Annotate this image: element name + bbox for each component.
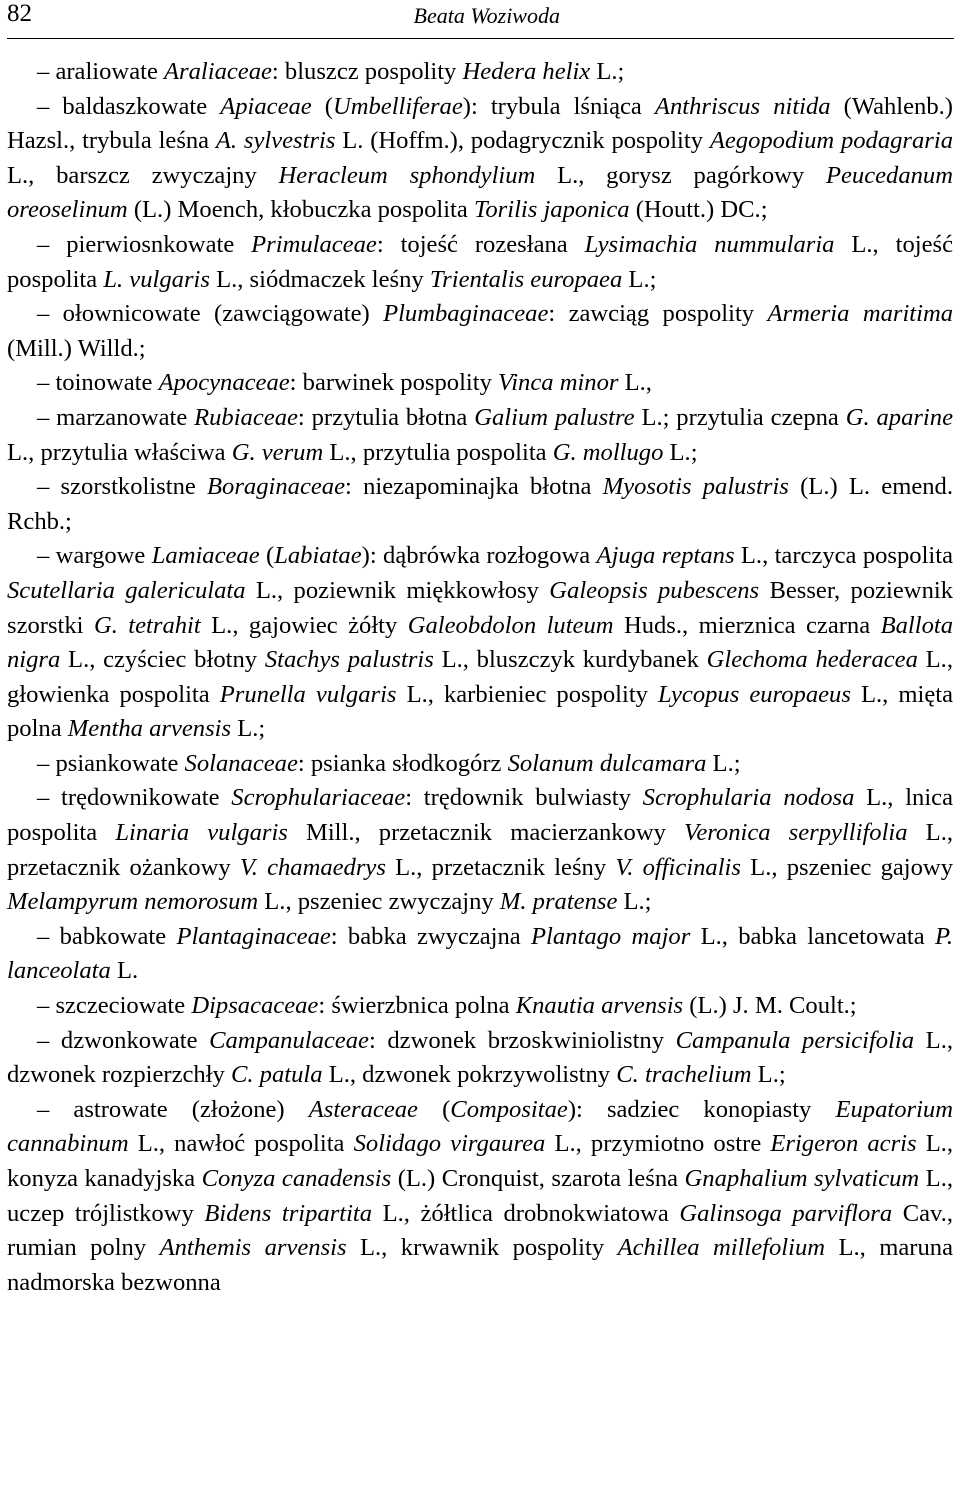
entry-text: : psianka słodkogórz	[297, 749, 508, 777]
latin-name: Campanulaceae	[209, 1026, 369, 1054]
latin-name: M. pratense	[499, 888, 618, 916]
latin-name: Mentha arvensis	[67, 715, 232, 743]
entry-text: : przytulia błotna	[297, 403, 475, 431]
latin-name: Bidens tripartita	[204, 1199, 373, 1227]
latin-name: Galium palustre	[474, 403, 635, 431]
entry-text: (	[311, 92, 333, 120]
entry-text: : zawciąg pospolity	[548, 300, 768, 328]
latin-name: Apocynaceae	[158, 369, 290, 397]
latin-name: Stachys palustris	[264, 646, 434, 674]
family-entry	[7, 366, 953, 401]
latin-name: Achillea millefolium	[617, 1234, 826, 1262]
latin-name: Boraginaceae	[207, 473, 345, 501]
entry-text: (Houtt.) DC.;	[629, 196, 768, 224]
latin-name: Scrophularia nodosa	[642, 784, 855, 812]
entry-text: (Mill.) Willd.;	[7, 334, 146, 362]
entry-text: L., barszcz zwyczajny	[7, 161, 279, 189]
latin-name: Plantaginaceae	[176, 922, 331, 950]
latin-name: A. sylvestris	[215, 127, 336, 155]
entry-text: L., lnica pospolita	[7, 784, 954, 847]
entry-text: – baldaszkowate	[37, 92, 221, 120]
entry-text: L., tojeść pospolita	[7, 230, 953, 293]
latin-name: G. verum	[231, 438, 324, 466]
entry-text: L., dzwonek pokrzywolistny	[322, 1061, 617, 1089]
latin-name: Galeobdolon luteum	[407, 611, 614, 639]
latin-name: Dipsacaceae	[191, 992, 319, 1020]
latin-name: V. officinalis	[615, 853, 741, 881]
latin-name: Ballota nigra	[7, 611, 953, 674]
latin-name: Aegopodium podagraria	[709, 127, 953, 155]
entry-text: L.;	[617, 888, 652, 916]
latin-name: Veronica serpyllifolia	[684, 819, 908, 847]
latin-name: L. vulgaris	[103, 265, 210, 293]
entry-text: : babka zwyczajna	[330, 922, 532, 950]
latin-name: Hedera helix	[462, 58, 591, 85]
latin-name: Knautia arvensis	[515, 992, 684, 1020]
latin-name: Anthemis arvensis	[159, 1234, 347, 1262]
latin-name: V. chamaedrys	[239, 853, 386, 881]
latin-name: Lycopus europaeus	[658, 680, 851, 708]
entry-text: L. (Hoffm.), podagrycznik pospolity	[335, 127, 710, 155]
entry-text: L.;	[231, 715, 266, 743]
latin-name: Solidago virgaurea	[353, 1130, 546, 1158]
entry-text: L., gorysz pagórkowy	[535, 161, 826, 189]
entry-text: L.; przytulia czepna	[634, 403, 846, 431]
latin-name: C. patula	[230, 1061, 323, 1089]
entry-text: L.;	[622, 265, 657, 293]
latin-name: Prunella vulgaris	[219, 680, 397, 708]
entry-text: L.;	[663, 438, 698, 466]
entry-text: – toinowate	[37, 369, 159, 397]
latin-name: Ajuga reptans	[596, 542, 735, 570]
family-entry	[7, 1024, 953, 1093]
latin-name: Plumbaginaceae	[383, 300, 549, 328]
entry-text: L., nawłoć pospolita	[128, 1130, 354, 1158]
latin-name: Lysimachia nummularia	[584, 230, 835, 258]
entry-text: Mill., przetacznik macierzankowy	[287, 819, 685, 847]
entry-text: L., przytulia właściwa	[7, 438, 232, 466]
latin-name: Umbelliferae	[332, 92, 463, 120]
latin-name: Linaria vulgaris	[115, 819, 288, 847]
entry-text: L.;	[706, 749, 741, 777]
latin-name: Eupatorium cannabinum	[7, 1095, 953, 1158]
latin-name: Araliaceae	[164, 58, 272, 85]
family-entry	[7, 539, 953, 747]
latin-name: C. trachelium	[616, 1061, 752, 1089]
entry-text: L., maruna nadmorska bezwonna	[7, 1234, 953, 1296]
entry-text: ): trybula lśniąca	[462, 92, 655, 120]
latin-name: Primulaceae	[251, 230, 377, 258]
family-entry	[7, 920, 953, 989]
page-header	[7, 0, 954, 39]
entry-text: – pierwiosnkowate	[37, 230, 252, 258]
latin-name: Erigeron acris	[770, 1130, 917, 1158]
entry-text: L., głowienka pospolita	[7, 646, 953, 708]
latin-name: Lamiaceae	[151, 542, 260, 570]
family-entry	[7, 470, 953, 539]
entry-text: L., przytulia pospolita	[323, 438, 553, 466]
entry-text: (	[259, 542, 275, 570]
family-entry	[7, 90, 953, 228]
entry-text: L.,	[618, 369, 652, 397]
entry-text: – psiankowate	[37, 749, 185, 777]
latin-name: Solanaceae	[184, 749, 298, 777]
page-number: 82	[7, 0, 32, 27]
latin-name: Scrophulariaceae	[231, 784, 406, 812]
latin-name: Vinca minor	[498, 369, 619, 397]
entry-text: (L.) Cronquist, szarota leśna	[391, 1165, 685, 1192]
entry-text: L., bluszczyk kurdybanek	[433, 646, 707, 674]
family-entry	[7, 1093, 953, 1301]
entry-text: L., żółtlica drobnokwiatowa	[372, 1199, 680, 1227]
entry-text: – szorstkolistne	[37, 473, 208, 501]
latin-name: Campanula persicifolia	[675, 1026, 915, 1054]
latin-name: Melampyrum nemorosum	[7, 888, 259, 916]
latin-name: Solanum dulcamara	[507, 749, 707, 777]
entry-text: L., krwawnik pospolity	[346, 1234, 618, 1262]
latin-name: G. tetrahit	[93, 611, 201, 639]
entry-text: L., tarczyca pospolita	[734, 542, 954, 570]
entry-text: Besser, poziewnik szorstki	[7, 576, 953, 639]
family-entry	[7, 55, 953, 90]
entry-text: L., babka lancetowata	[690, 922, 935, 950]
family-entry	[7, 228, 953, 297]
entry-text: (Wahlenb.) Hazsl., trybula leśna	[7, 92, 953, 155]
family-entry	[7, 781, 953, 919]
latin-name: Peucedanum oreoselinum	[7, 161, 953, 224]
entry-text: L., mięta polna	[7, 680, 953, 743]
entry-text: L.	[110, 957, 139, 985]
latin-name: Scutellaria galericulata	[7, 576, 246, 604]
entry-text: (L.) J. M. Coult.;	[683, 992, 857, 1020]
entry-text: : dzwonek brzoskwiniolistny	[368, 1026, 676, 1054]
family-entry	[7, 297, 953, 366]
latin-name: Galeopsis pubescens	[549, 576, 760, 604]
entry-text: L., konyza kanadyjska	[7, 1130, 954, 1192]
entry-text: L., siódmaczek leśny	[209, 265, 430, 293]
entry-text: – trędownikowate	[37, 784, 232, 812]
latin-name: Armeria maritima	[767, 300, 954, 328]
entry-text: – szczeciowate	[37, 992, 192, 1020]
latin-name: Gnaphalium sylvaticum	[684, 1165, 920, 1192]
entry-text: L., dzwonek rozpierzchły	[7, 1026, 953, 1089]
family-entry	[7, 401, 953, 470]
entry-text: L., przetacznik ożankowy	[7, 819, 953, 881]
entry-text: L., karbieniec pospolity	[396, 680, 659, 708]
entry-text: Cav., rumian polny	[7, 1199, 954, 1262]
entry-text: (	[417, 1095, 451, 1123]
latin-name: P. lanceolata	[7, 922, 953, 985]
latin-name: Asteraceae	[308, 1095, 418, 1123]
latin-name: Conyza canadensis	[201, 1165, 392, 1192]
entry-text: (L.) Moench, kłobuczka pospolita	[127, 196, 474, 224]
latin-name: Myosotis palustris	[602, 473, 789, 501]
entry-text: – astrowate (złożone)	[37, 1095, 309, 1123]
entry-text: L., pszeniec gajowy	[740, 853, 953, 881]
family-entry	[7, 989, 953, 1024]
entry-text: L., poziewnik miękkowłosy	[245, 576, 550, 604]
entry-text: (L.) L. emend. Rchb.;	[7, 473, 954, 535]
entry-text: L., pszeniec zwyczajny	[258, 888, 500, 916]
running-title: Beata Woziwoda	[413, 3, 560, 28]
entry-text: : niezapominajka błotna	[345, 473, 603, 501]
latin-name: Anthriscus nitida	[654, 92, 831, 120]
latin-name: Plantago major	[531, 922, 691, 950]
entry-text: – marzanowate	[37, 403, 195, 431]
entry-text: L., gajowiec żółty	[200, 611, 408, 639]
entry-text: : świerzbnica polna	[318, 992, 516, 1020]
entry-text: L.;	[751, 1061, 786, 1089]
family-entry	[7, 747, 953, 782]
entry-text: Huds., mierznica czarna	[613, 611, 881, 639]
latin-name: Compositae	[450, 1095, 568, 1123]
latin-name: Rubiaceae	[194, 403, 298, 431]
entry-text: – wargowe	[37, 542, 152, 570]
entry-text: ): dąbrówka rozłogowa	[361, 542, 597, 570]
entry-text: L., czyściec błotny	[60, 646, 265, 674]
entry-text: : trędownik bulwiasty	[405, 784, 643, 812]
latin-name: Glechoma hederacea	[706, 646, 918, 674]
latin-name: Trientalis europaea	[429, 265, 623, 293]
entry-text: – dzwonkowate	[37, 1026, 210, 1054]
entry-text: ): sadziec konopiasty	[567, 1095, 836, 1123]
entry-text: : bluszcz pospolity	[271, 58, 463, 85]
latin-name: Apiaceae	[220, 92, 312, 120]
latin-name: Galinsoga parviflora	[679, 1199, 893, 1227]
entry-text: L., przetacznik leśny	[385, 853, 616, 881]
entry-text: – ołownicowate (zawciągowate)	[37, 300, 384, 328]
entry-text: : tojeść rozesłana	[376, 230, 585, 258]
latin-name: Heracleum sphondylium	[278, 161, 536, 189]
species-list	[7, 55, 953, 1300]
entry-text: – babkowate	[37, 922, 177, 950]
latin-name: G. aparine	[845, 403, 953, 431]
entry-text: L., uczep trójlistkowy	[7, 1165, 953, 1227]
latin-name: Torilis japonica	[473, 196, 630, 224]
entry-text: – araliowate	[37, 58, 165, 85]
entry-text: L.;	[590, 58, 625, 85]
latin-name: Labiatae	[274, 542, 362, 570]
entry-text: : barwinek pospolity	[289, 369, 499, 397]
latin-name: G. mollugo	[552, 438, 664, 466]
entry-text: L., przymiotno ostre	[545, 1130, 771, 1158]
